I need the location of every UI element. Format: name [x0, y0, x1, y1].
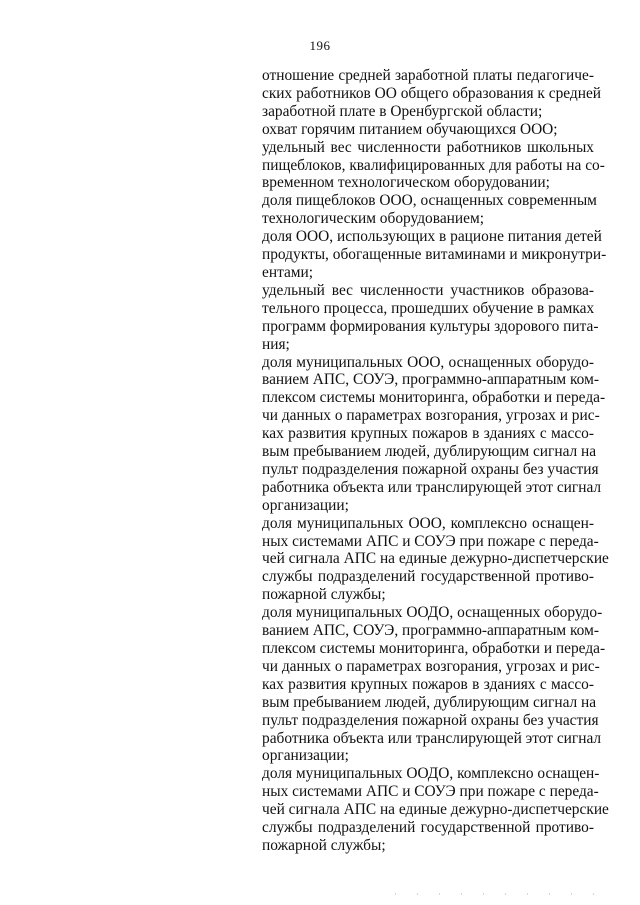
text-line: программ формирования культуры здорового пита-: [262, 317, 599, 335]
text-line: чи данных о параметрах возгорания, угрозах и рис-: [262, 657, 600, 675]
page-number: 196: [309, 38, 331, 53]
text-line: ния;: [262, 335, 290, 353]
list-item: [262, 281, 599, 354]
text-line: ных системами АПС и СОУЭ при пожаре с переда-: [262, 783, 599, 801]
text-line: ных системами АПС и СОУЭ при пожаре с переда-: [262, 532, 599, 550]
text-line: охват горячим питанием обучающихся ООО;: [262, 120, 558, 138]
text-line: доля муниципальных ООО, оснащенных оборудо-: [262, 353, 594, 371]
text-line: тельного процесса, прошедших обучение в рамках: [262, 299, 595, 317]
text-line: пищеблоков, квалифицированных для работы на со-: [262, 156, 605, 174]
text-line: плексом системы мониторинга, обработки и переда-: [262, 640, 606, 657]
text-line: организации;: [262, 496, 349, 514]
text-line: доля пищеблоков ООО, оснащенных современным: [262, 192, 597, 210]
text-line: чи данных о параметрах возгорания, угрозах и рис-: [262, 407, 600, 425]
text-line: ках развития крупных пожаров в зданиях с массо-: [262, 675, 594, 693]
list-item: [262, 228, 607, 282]
text-line: ских работников ОО общего образования к средней: [262, 84, 602, 102]
text-line: пожарной службы;: [262, 836, 386, 854]
text-line: удельный вес численности участников образова-: [262, 281, 594, 299]
text-line: технологическим оборудованием;: [262, 210, 484, 228]
text-line: ентами;: [262, 263, 314, 281]
list-item: [262, 514, 609, 605]
text-line: заработной плате в Оренбургской области;: [262, 102, 543, 120]
text-line: доля муниципальных ООДО, оснащенных оборудо-: [262, 604, 603, 622]
text-line: организации;: [262, 747, 349, 765]
text-line: вым пребыванием людей, дублирующим сигнал на: [262, 443, 597, 461]
list-item: [262, 192, 597, 228]
list-item: [262, 604, 606, 765]
text-line: пульт подразделения пожарной охраны без участия: [262, 711, 599, 729]
list-item: [262, 138, 605, 193]
text-line: пульт подразделения пожарной охраны без участия: [262, 460, 599, 478]
text-line: работника объекта или транслирующей этот сигнал: [262, 729, 602, 747]
text-line: плексом системы мониторинга, обработки и переда-: [262, 389, 606, 407]
text-line: вым пребыванием людей, дублирующим сигнал на: [262, 693, 597, 711]
text-line: доля ООО, использующих в рационе питания детей: [262, 228, 602, 246]
text-line: отношение средней заработной платы педагогиче-: [262, 67, 594, 84]
text-line: пожарной службы;: [262, 586, 386, 604]
document-body: [262, 67, 609, 855]
list-item: [262, 765, 609, 855]
list-item: [262, 353, 606, 515]
text-line: работника объекта или транслирующей этот сигнал: [262, 478, 602, 496]
text-line: ках развития крупных пожаров в зданиях с массо-: [262, 425, 594, 443]
text-line: службы подразделений государственной противо-: [262, 568, 594, 586]
list-item: [262, 67, 602, 121]
text-line: временном технологическом оборудовании;: [262, 174, 550, 192]
list-item: [262, 121, 594, 139]
text-line: чей сигнала АПС на единые дежурно-диспетчерские: [262, 801, 609, 819]
text-line: ванием АПС, СОУЭ, программно-аппаратным ком-: [262, 371, 599, 389]
text-line: продукты, обогащенные витаминами и микронутри-: [262, 246, 607, 264]
text-line: чей сигнала АПС на единые дежурно-диспетчерские: [262, 550, 609, 568]
scan-artifact: [395, 893, 595, 895]
text-line: ванием АПС, СОУЭ, программно-аппаратным ком-: [262, 622, 599, 640]
text-line: службы подразделений государственной противо-: [262, 819, 594, 837]
text-line: удельный вес численности работников школьных: [262, 138, 594, 156]
text-line: доля муниципальных ООДО, комплексно оснащен-: [262, 765, 600, 783]
text-line: доля муниципальных ООО, комплексно оснащен-: [262, 514, 594, 532]
